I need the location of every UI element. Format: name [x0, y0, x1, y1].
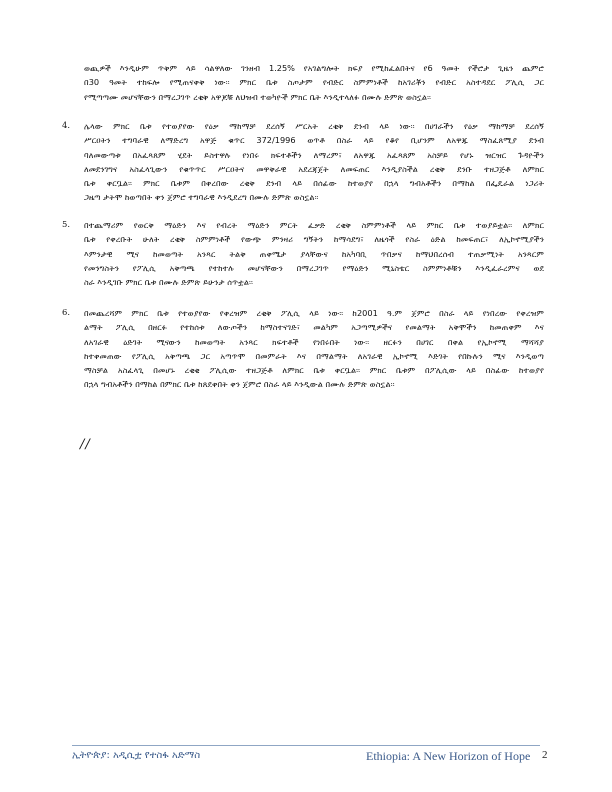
- footer-title-english: Ethiopia: A New Horizon of Hope: [366, 749, 531, 763]
- paragraph-line: ቤቱ የቀረቡት ሁለት ረቂቅ ስምምነቶች የውጭ ምንዛሪ ግኝትን ከማሳደግ፣ ለዜጎች የስራ ዕድል ከመፍጠር፣ ለኢኮኖሚያችን: [84, 234, 544, 245]
- numbered-paragraph: [84, 218, 544, 289]
- paragraph-line: ልማት ፖሊሲ በዘርፉ የተከሰቱ ለውጦችን ከማስተናገድ፣ መልካም አጋጣሚዎችና የመልማት አቅሞችን ከመጠቀም እና: [84, 322, 544, 333]
- paragraph-line: የመንግስትን የፖሊሲ አቅጣጫ የተከተሉ መሆናቸውን በማረጋገጥ የማዕድን ሚኒስቴር ስምምነቶቹን እንዲፈራረምና ወደ: [84, 262, 544, 273]
- paragraph-line: ባለመውጣቱ በአፈጻጸም ሂደት ይስተዋሉ የነበሩ ክፍተቶችን ለማረም፣ ለአዋጁ አፈጻጸም አስቻይ የሆኑ ዝርዝር ጉዳዮችን: [84, 149, 544, 160]
- continuation-paragraph: [84, 61, 544, 104]
- paragraph-line: በ30 ዓመት ተከፍሎ የሚጠናቀቅ ነው፡፡ ምክር ቤቱ ስጦታም የብድር ስምምነቶች ከአገሪቾን የብድር አስተዳደር ፖሊሲ ጋር: [84, 77, 544, 88]
- paragraph-line: ወጪዎች እንዲሁም ጥቅም ላይ ሳልዋለው ገንዘብ 1.25% የአገልግሎት ክፍያ የሚከፈልበትና የ6 ዓመት የችሮታ ጊዜን ጨምሮ: [84, 63, 544, 73]
- paragraph-line: ለአገራዊ ዕድገት ሚናውን ከመወጣት አንጻር ክፍተቶች የነበሩበት ነው፡፡ ዘርፉን በሀገር በቀል የኢኮኖሚ ማሻሻያ: [84, 336, 544, 347]
- paragraph-line: የሚጣጣሙ መሆናቸውን በማረጋገጥ ረቂቅ አዋጆቹ ለህዝብ ተወካዮች ምክር ቤት እንዲተላለፉ በሙሉ ድምጽ ወስኗል፡፡: [84, 91, 431, 102]
- paragraph-line: ሥርዐትን ተግባራዊ ለማድረግ አዋጅ ቁጥር 372/1996 ወጥቶ በስራ ላይ የቆየ ቢሆንም ለአዋጁ ማስፈጸሚያ ደንብ: [84, 135, 544, 146]
- paragraph-line: ከተቀመጠው የፖሊሲ አቅጣጫ ጋር አጣጥሞ በመምራት እና በማልማት ለአገራዊ ኢኮኖሚ እድገት የበኩሉን ሚና እንዲወጣ: [84, 350, 544, 361]
- paragraph-line: ስራ እንዲገቡ ምክር ቤቱ በሙሉ ድምጽ ይሁንታ ሰጥቷል፡፡: [84, 277, 253, 288]
- paragraph-line: በኋላ ግብአቶችን በማከል በምክር ቤቱ ከጸደቀበት ቀን ጀምሮ በስራ ላይ እንዲውል በሙሉ ድምጽ ወስኗል፡፡: [84, 379, 395, 390]
- item-number: 4.: [62, 120, 70, 130]
- numbered-paragraph: [84, 119, 544, 205]
- footer-title-amharic: ኢትዮጵያ: አዲሲቷ የተስፋ አድማስ: [72, 750, 201, 761]
- paragraph-line: በተጨማሪም የወርቅ ማዕድን እና የብረት ማዕድን ምርት ፈቃድ ረቂቅ ስምምነቶች ላይ ምክር ቤቱ ተወያይቷል፡፡ ለምክር: [84, 220, 544, 230]
- paragraph-line: ጋዜጣ ታትሞ ከወጣበት ቀን ጀምሮ ተግባራዊ እንዲደረግ በሙሉ ድምጽ ወስኗል፡፡: [84, 192, 319, 203]
- footer-divider: [72, 745, 540, 746]
- paragraph-line: እምንታዊ ሚና ከመወጣት አንጻር ትልቅ ጠቀሜታ ያላቸውና ከአካባቢ ጥበቃና ከማህበረሰብ ተጠቃሚነት አንጻርም: [84, 248, 544, 259]
- item-number: 5.: [62, 219, 70, 229]
- item-number: 6.: [62, 307, 70, 317]
- page-number: 2: [542, 749, 548, 761]
- paragraph-line: በመጨረሻም ምክር ቤቱ የተወያየው የቀረዝም ረቂቅ ፖሊሲ ላይ ነው፡፡ ከ2001 ዓ.ም ጀምሮ በስራ ላይ የነበረው የቀረዝም: [84, 308, 544, 318]
- paragraph-line: ቤቱ ቀርቧል፡፡ ምክር ቤቱም በቀረበው ረቂቅ ደንብ ላይ በሰፊው ከተወያየ በኋላ ግብአቶችን በማከል በፌዴራል ነጋሪት: [84, 178, 544, 189]
- closing-mark: //: [80, 437, 91, 452]
- paragraph-line: ሌላው ምክር ቤቱ የተወያየው የዕቃ ማከማቻ ደረሰኝ ሥርአት ረቂቅ ደንብ ላይ ነው፡፡ በሀገራችን የዕቃ ማከማቻ ደረሰኝ: [84, 121, 544, 131]
- paragraph-line: ለመደንገግና አስፈላጊውን የቁጥጥር ሥርዐትና መዋቅራዊ አደረጃጀት ለመፍጠር እንዲያስችል ረቂቅ ደንቡ ተዘጋጅቶ ለምክር: [84, 163, 544, 174]
- paragraph-line: ማስቻል አስፈላጊ በመሆኑ ረቂቂ ፖሊሲው ተዘጋጅቶ ለምክር ቤቱ ቀርቧል፡፡ ምክር ቤቱም በፖሊሲው ላይ በስፊው ከተወያየ: [84, 365, 544, 376]
- numbered-paragraph: [84, 306, 544, 392]
